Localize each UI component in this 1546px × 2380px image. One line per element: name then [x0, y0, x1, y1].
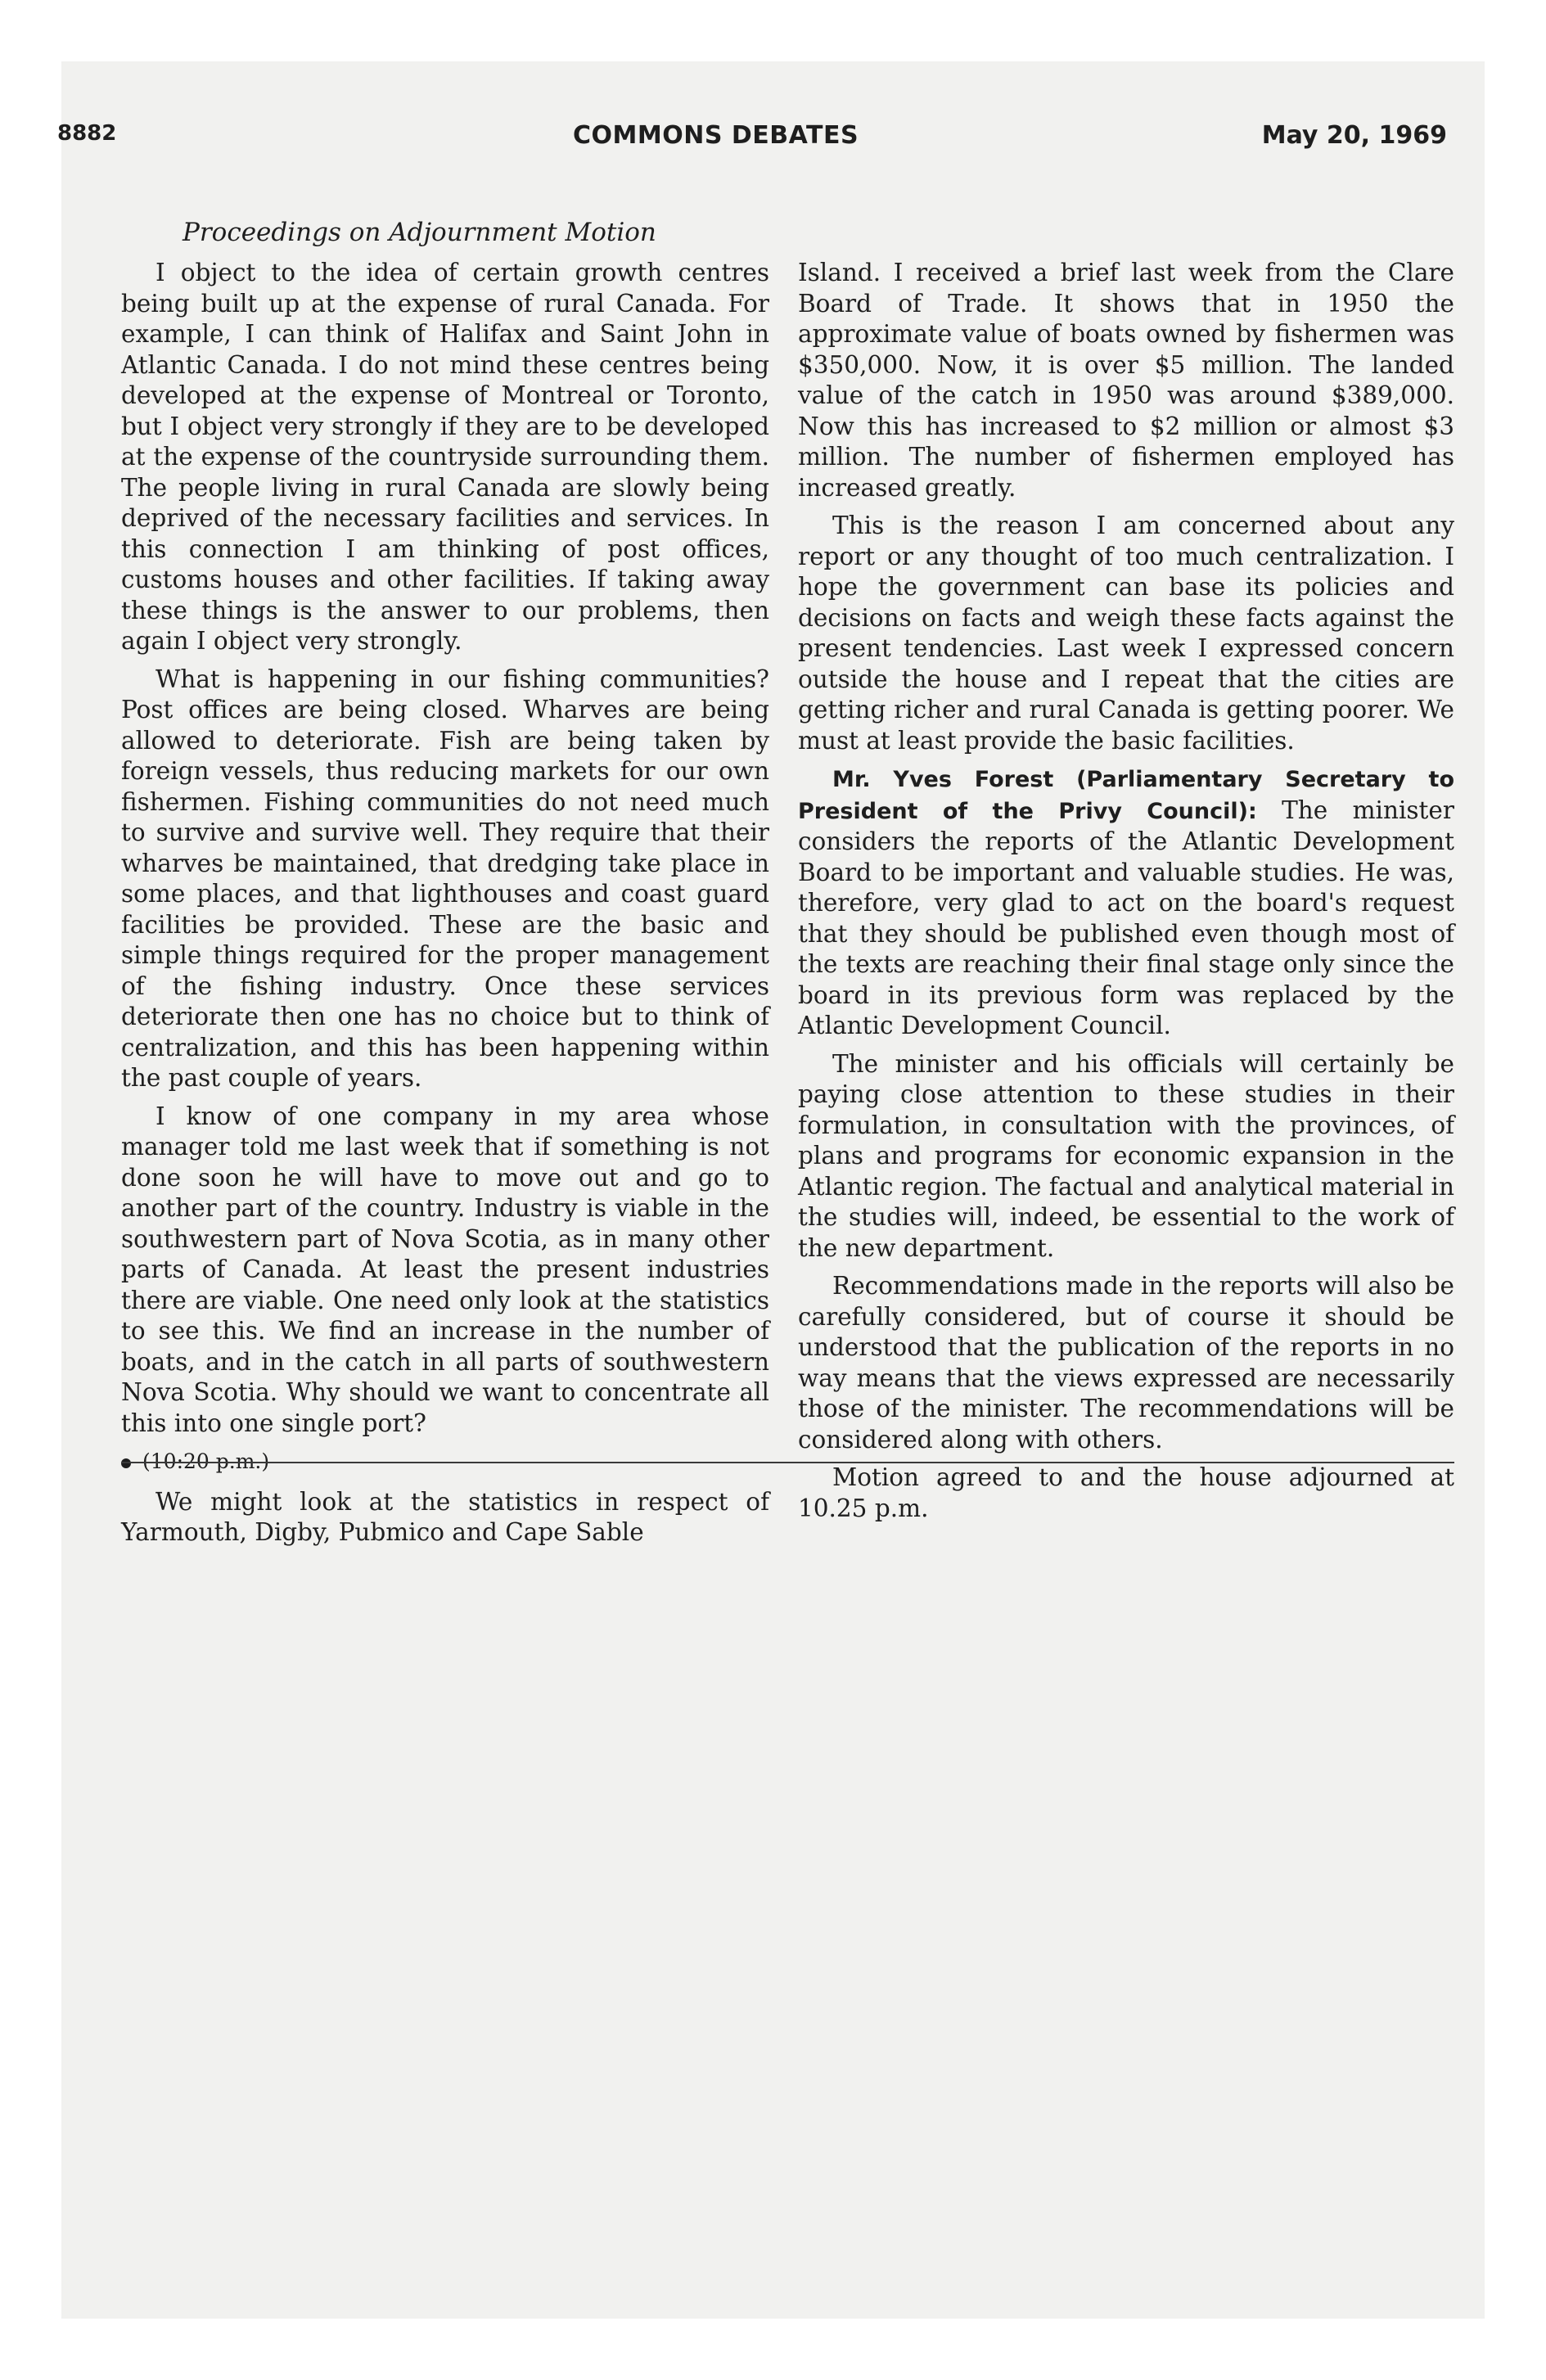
right-paragraph-1: Island. I received a brief last week from the Clare Board of Trade. It shows that in 1950 the approximate value of boats owned by fishermen was $350,000. Now, it is over $5 million. The landed value of the catch in 1950 was around $389,000. Now this has increased to $2 million or almost $3 million. The number of fishermen employed has increased greatly.	[798, 259, 1454, 502]
right-column	[798, 258, 1454, 1531]
left-paragraph-1: I object to the idea of certain growth centres being built up at the expense of rural Canada. For example, I can think of Halifax and Saint John in Atlantic Canada. I do not mind these centres being developed at the expense of Montreal or Toronto, but I object very strongly if they are to be developed at the expense of the countryside surrounding them. The people living in rural Canada are slowly being deprived of the necessary facilities and services. In this connection I am thinking of post offices, customs houses and other facilities. If taking away these things is the answer to our problems, then again I object very strongly.	[121, 259, 769, 655]
right-paragraph-4: The minister and his officials will certainly be paying close attention to these studies in their formulation, in consultation with the provinces, of plans and programs for economic expansion in the Atlantic region. The factual and analytical material in the studies will, indeed, be essential to the work of the new department.	[798, 1049, 1454, 1262]
page-number: 8882	[57, 121, 117, 146]
left-paragraph-4: We might look at the statistics in respect of Yarmouth, Digby, Pubmico and Cape Sable	[121, 1487, 769, 1546]
left-paragraph-3: I know of one company in my area whose manager told me last week that if something is not done soon he will have to move out and go to another part of the country. Industry is viable in the southwestern part of Nova Scotia, as in many other parts of Canada. At least the present industries there are viable. One need only look at the statistics to see this. We find an increase in the number of boats, and in the catch in all parts of southwestern Nova Scotia. Why should we want to concentrate all this into one single port?	[121, 1102, 769, 1437]
right-paragraph-5: Recommendations made in the reports will also be carefully considered, but of course it should be understood that the publication of the reports in no way means that the views expressed are necessarily those of the minister. The recommendations will be considered along with others.	[798, 1272, 1454, 1454]
section-subtitle: Proceedings on Adjournment Motion	[183, 218, 656, 247]
right-paragraph-2: This is the reason I am concerned about any report or any thought of too much centralization. I hope the government can base its policies and decisions on facts and weigh these facts against the present tendencies. Last week I expressed concern outside the house and I repeat that the cities are getting richer and rural Canada is getting poorer. We must at least provide the basic facilities.	[798, 512, 1454, 755]
bottom-rule	[121, 1462, 1454, 1463]
right-paragraph-6: Motion agreed to and the house adjourned at 10.25 p.m.	[798, 1463, 1454, 1522]
publication-title: COMMONS DEBATES	[573, 121, 859, 150]
left-column	[121, 258, 769, 1556]
left-paragraph-2: What is happening in our fishing communities? Post offices are being closed. Wharves are being allowed to deteriorate. Fish are being taken by foreign vessels, thus reducing markets for our own fishermen. Fishing communities do not need much to survive and survive well. They require that their wharves be maintained, that dredging take place in some places, and that lighthouses and coast guard facilities be provided. These are the basic and simple things required for the proper management of the fishing industry. Once these services deteriorate then one has no choice but to think of centralization, and this has been happening within the past couple of years.	[121, 665, 769, 1092]
timestamp-text: (10:20 p.m.)	[142, 1449, 270, 1473]
right-paragraph-3	[798, 764, 1454, 1042]
publication-date: May 20, 1969	[1261, 121, 1447, 150]
speaker-name: Mr. Yves Forest (Parliamentary Secretary to President of the Privy Council):	[798, 767, 1454, 824]
page-header	[57, 121, 1447, 154]
speaker-remarks: The minister considers the reports of the Atlantic Development Board to be important and valuable studies. He was, therefore, very glad to act on the board's request that they should be published even though most of the texts are reaching their final stage only since the board in its previous form was replaced by the Atlantic Development Council.	[798, 796, 1454, 1039]
